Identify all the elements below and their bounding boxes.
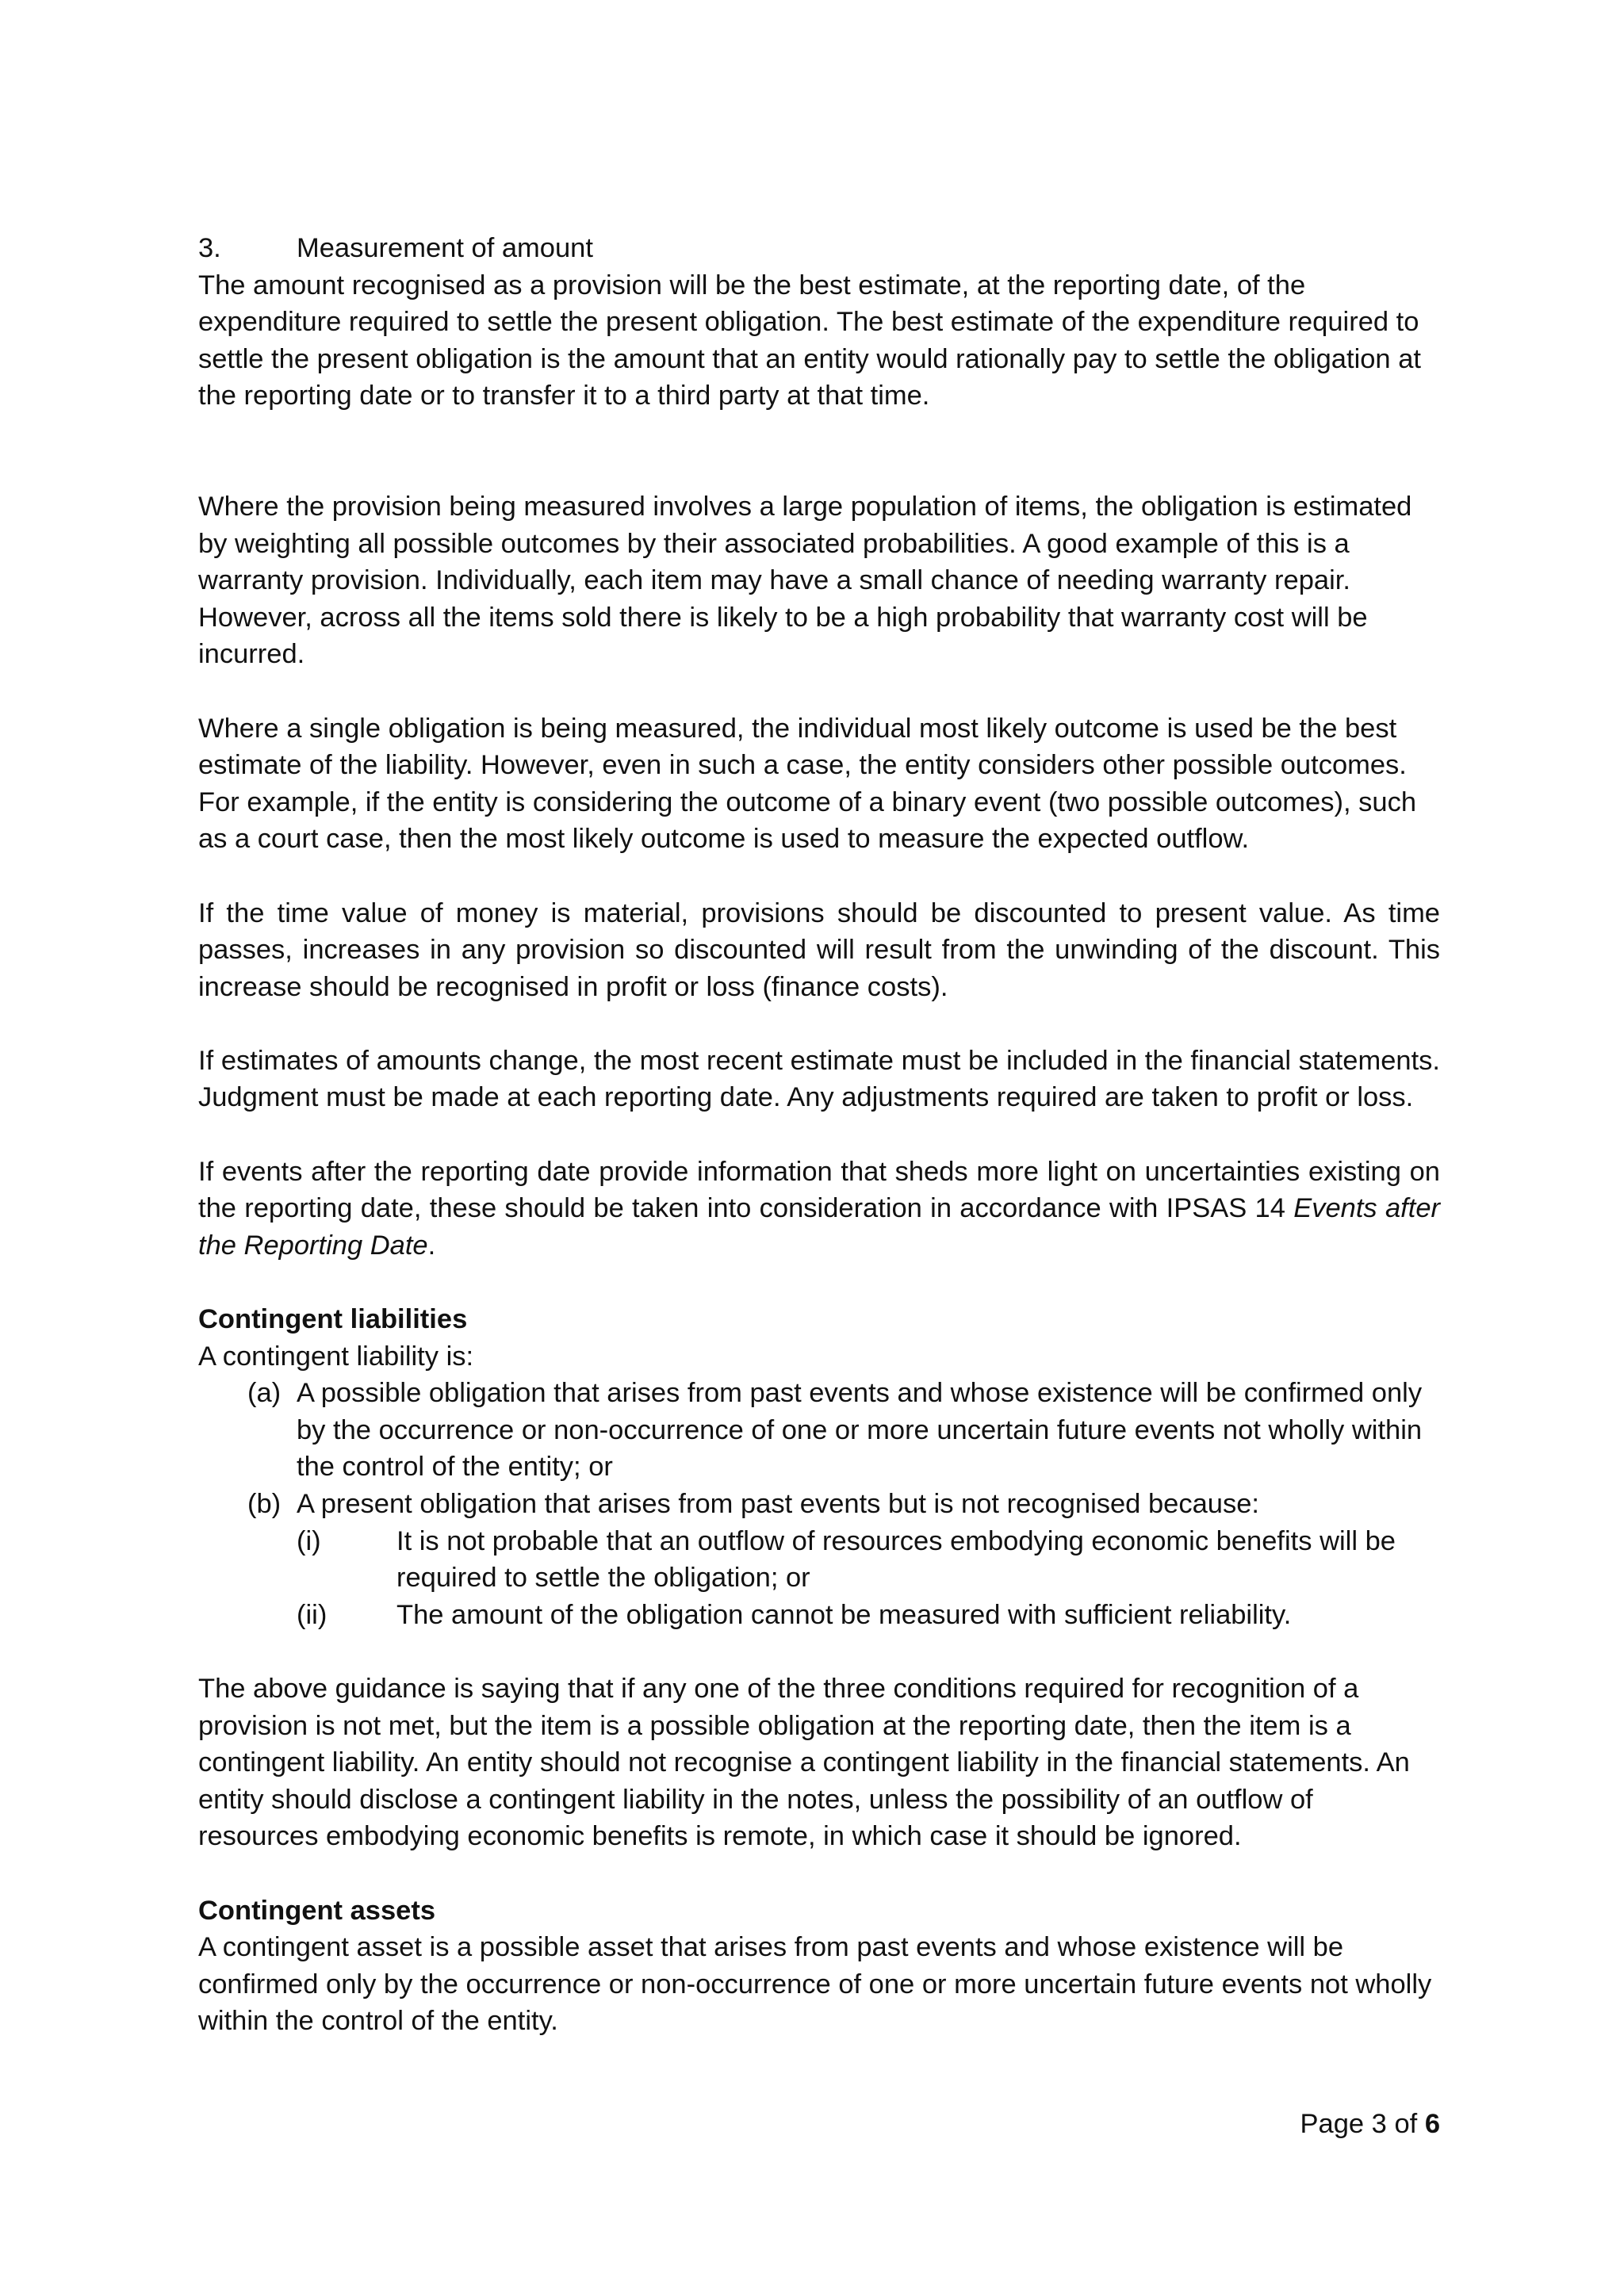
list-marker: (b): [247, 1489, 282, 1519]
paragraph-estimate-change: If estimates of amounts change, the most recent estimate must be included in the financial statements. Judgment must be made at each reporting date. Any adjustments required are taken to profit or loss.: [198, 1045, 1440, 1113]
paragraph-large-population: Where the provision being measured involves a large population of items, the obligation is estimated by weighting all possible outcomes by their associated probabilities. A good example of this is a warranty provision. Individually, each item may have a small chance of needing warranty repair. However, across all the items sold there is likely to be a high probability that warranty cost will be incurred.: [198, 491, 1412, 670]
sub-list-item-text: The amount of the obligation cannot be measured with sufficient reliability.: [396, 1599, 1292, 1630]
sub-list-marker: (i): [297, 1525, 321, 1556]
spacer: [198, 1633, 1440, 1670]
spacer: [198, 1264, 1440, 1301]
sub-list-item-text: It is not probable that an outflow of resources embodying economic benefits will be required to settle the obligation; or: [396, 1525, 1396, 1594]
paragraph-events-after-end: .: [427, 1230, 436, 1261]
paragraph-single-obligation: Where a single obligation is being measured, the individual most likely outcome is used be the best estimate of the liability. However, even in such a case, the entity considers other possible outcomes. For example, if the entity is considering the outcome of a binary event (two possible outcomes), such as a court case, then the most likely outcome is used to measure the expected outflow.: [198, 713, 1417, 855]
list-item-text: A present obligation that arises from past events but is not recognised because:: [297, 1489, 1259, 1519]
sub-list-marker: (ii): [297, 1599, 327, 1630]
spacer: [198, 858, 1440, 895]
paragraph-best-estimate: The amount recognised as a provision will be the best estimate, at the reporting date, of the expenditure required to settle the present obligation. The best estimate of the expenditure required to settle the present obligation is the amount that an entity would rationally pay to settle the obligation at the reporting date or to transfer it to a third party at that time.: [198, 270, 1421, 411]
section-number: 3.: [198, 233, 221, 263]
page-number: [1300, 2106, 1440, 2143]
section-heading: [198, 230, 1440, 267]
list-marker: (a): [247, 1378, 282, 1409]
spacer: [198, 415, 1440, 488]
page-number-prefix: Page 3 of: [1300, 2109, 1425, 2139]
paragraph-events-after-text: If events after the reporting date provide information that sheds more light on uncertainties existing on the reporting date, these should be taken into consideration in accordance with IPSAS 14: [198, 1156, 1440, 1224]
paragraph-contingent-asset: A contingent asset is a possible asset that arises from past events and whose existence will be confirmed only by the occurrence or non-occurrence of one or more uncertain future events not wholly within the control of the entity.: [198, 1932, 1432, 2037]
list-item-text: A possible obligation that arises from past events and whose existence will be confirmed only by the occurrence or non-occurrence of one or more uncertain future events not wholly within the control of the entity; or: [297, 1378, 1423, 1483]
list-item: [198, 1486, 1440, 1523]
paragraph-time-value: If the time value of money is material, provisions should be discounted to present value. As time passes, increases in any provision so discounted will result from the unwinding of the discount. This increase should be recognised in profit or loss (finance costs).: [198, 897, 1440, 1002]
list-item: [198, 1375, 1440, 1486]
section-title: Measurement of amount: [297, 233, 593, 263]
page-total: 6: [1424, 2109, 1440, 2139]
spacer: [198, 1005, 1440, 1043]
spacer: [198, 673, 1440, 710]
contingent-liabilities-intro: A contingent liability is:: [198, 1341, 474, 1372]
spacer: [198, 1855, 1440, 1892]
paragraph-events-after: [198, 1154, 1440, 1265]
sub-list-item: [198, 1523, 1440, 1597]
ipsas-reference: Events after the Reporting Date: [198, 1193, 1441, 1261]
paragraph-guidance: The above guidance is saying that if any one of the three conditions required for recognition of a provision is not met, but the item is a possible obligation at the reporting date, then the item is a contingent liability. An entity should not recognise a contingent liability in the financial statements. An entity should disclose a contingent liability in the notes, unless the possibility of an outflow of resources embodying economic benefits is remote, in which case it should be ignored.: [198, 1673, 1410, 1852]
contingent-liabilities-heading: Contingent liabilities: [198, 1304, 468, 1335]
contingent-assets-heading: Contingent assets: [198, 1895, 436, 1926]
document-page: [198, 230, 1440, 2040]
spacer: [198, 1116, 1440, 1154]
sub-list-item: [198, 1597, 1440, 1634]
